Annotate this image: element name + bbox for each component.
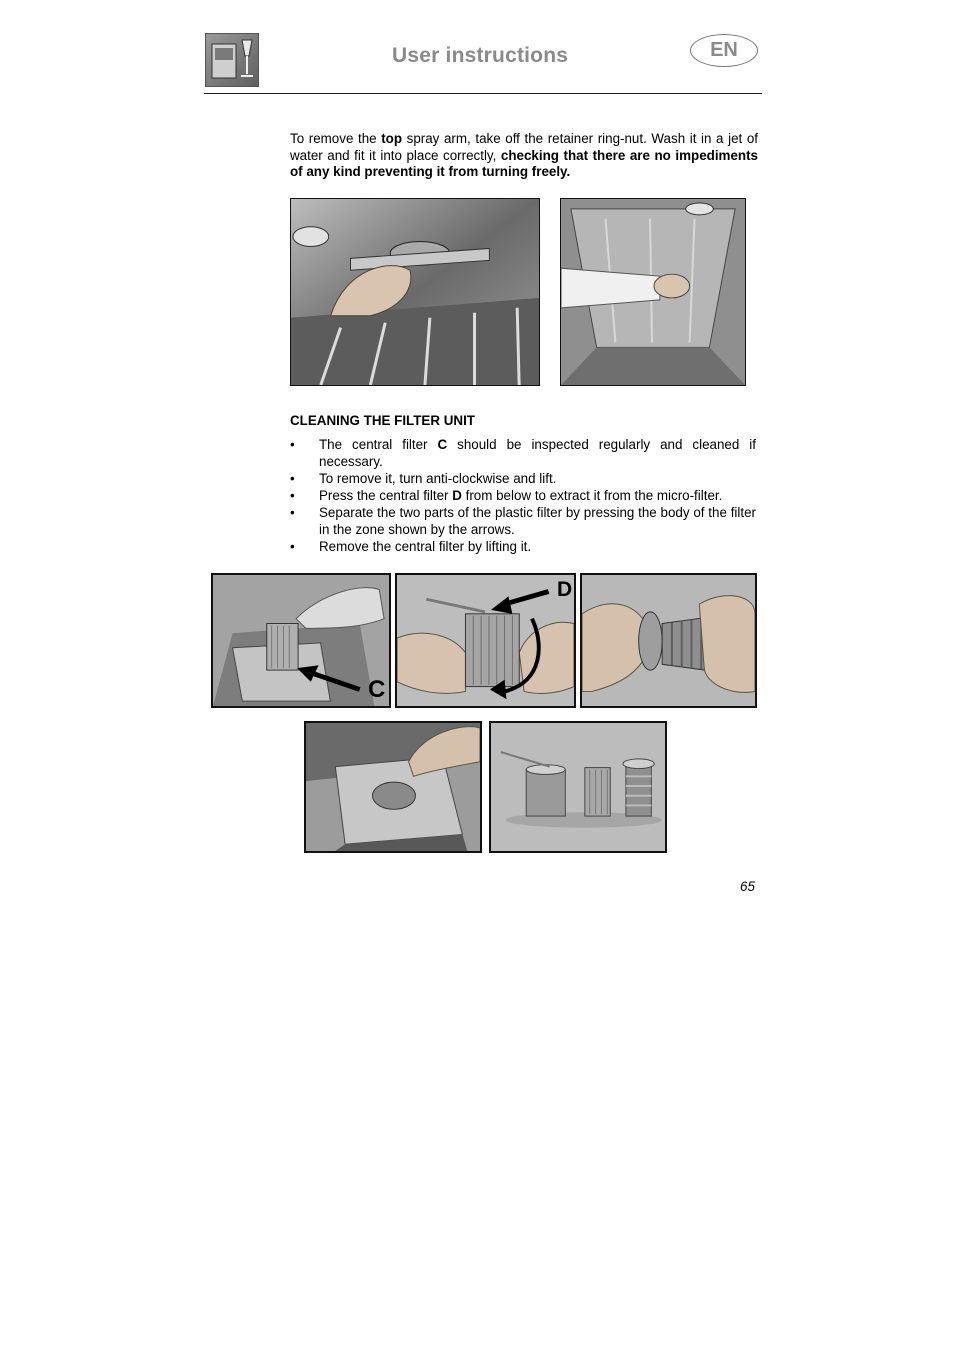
intro-text-2: spray arm, take off the retainer ring-nut. Wash it in a jet of water and fit it into place correctly, — [290, 131, 758, 163]
intro-bold-warning: checking that there are no impediments of any kind preventing it from turning freely. — [290, 147, 758, 179]
dishwasher-logo-icon — [205, 33, 259, 87]
filter-c-label: C — [368, 676, 386, 703]
photo-spray-arm-removal — [290, 198, 540, 386]
photo-spray-arm-side-view — [560, 198, 746, 386]
list-item: • Press the central filter D from below to extract it from the micro-filter. — [290, 487, 756, 504]
list-item: • Remove the central filter by lifting it. — [290, 538, 756, 555]
photo-filter-separation — [580, 573, 757, 708]
list-item: • To remove it, turn anti-clockwise and lift. — [290, 470, 756, 487]
section-heading: CLEANING THE FILTER UNIT — [290, 413, 475, 428]
intro-paragraph — [290, 131, 758, 181]
photo-filter-c-removal — [211, 573, 391, 708]
list-item: • The central filter C should be inspected regularly and cleaned if necessary. — [290, 436, 756, 470]
page-title: User instructions — [392, 44, 569, 67]
photo-filter-d-extraction — [395, 573, 576, 708]
photo-filter-parts — [489, 721, 667, 853]
instruction-list — [290, 436, 756, 555]
photo-lifting-filter — [304, 721, 482, 853]
list-item: • Separate the two parts of the plastic filter by pressing the body of the filter in the zone shown by the arrows. — [290, 504, 756, 538]
intro-bold-top: top — [381, 131, 403, 146]
language-badge: EN — [690, 34, 758, 67]
header-divider — [204, 93, 762, 94]
page-number: 65 — [740, 879, 755, 894]
filter-d-label: D — [557, 578, 573, 601]
intro-text-1: To remove the — [290, 131, 382, 146]
